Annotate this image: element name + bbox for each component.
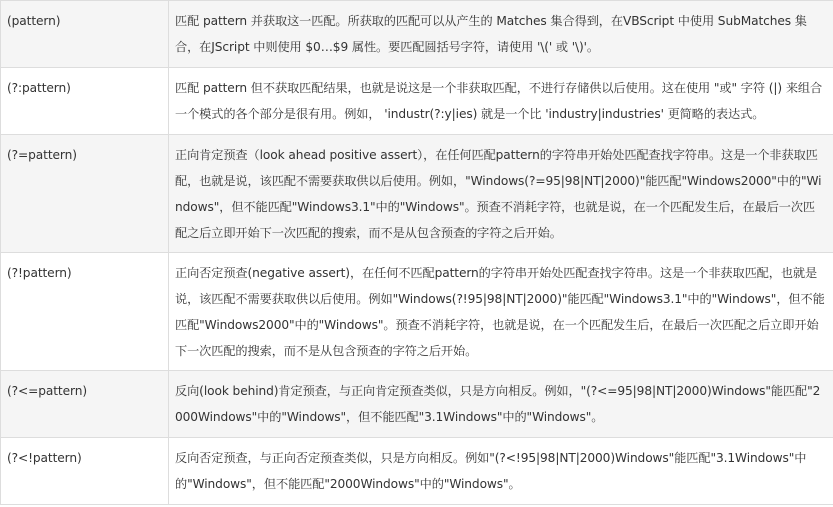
- table-row: [1, 438, 833, 505]
- description-cell: 正向肯定预查（look ahead positive assert），在任何匹配pattern的字符串开始处匹配查找字符串。这是一个非获取匹配，也就是说，该匹配不需要获取供以后使用。例如，"Windows(?=95|98|NT|2000)"能匹配"Windows2000"中的"Windows"，但不能匹配"Windows3.1"中的"Windows"。预查不消耗字符，也就是说，在一个匹配发生后，在最后一次匹配之后立即开始下一次匹配的搜索，而不是从包含预查的字符之后开始。: [169, 135, 833, 253]
- table-row: [1, 253, 833, 371]
- description-cell: 正向否定预查(negative assert)，在任何不匹配pattern的字符串开始处匹配查找字符串。这是一个非获取匹配，也就是说，该匹配不需要获取供以后使用。例如"Windows(?!95|98|NT|2000)"能匹配"Windows3.1"中的"Windows"，但不能匹配"Windows2000"中的"Windows"。预查不消耗字符，也就是说，在一个匹配发生后，在最后一次匹配之后立即开始下一次匹配的搜索，而不是从包含预查的字符之后开始。: [169, 253, 833, 371]
- pattern-cell: (?:pattern): [1, 68, 169, 135]
- table-row: [1, 1, 833, 68]
- pattern-cell: (?=pattern): [1, 135, 169, 253]
- table-row: [1, 135, 833, 253]
- description-cell: 反向(look behind)肯定预查，与正向肯定预查类似，只是方向相反。例如，"(?<=95|98|NT|2000)Windows"能匹配"2000Windows"中的"Windows"，但不能匹配"3.1Windows"中的"Windows"。: [169, 371, 833, 438]
- description-cell: 反向否定预查，与正向否定预查类似，只是方向相反。例如"(?<!95|98|NT|2000)Windows"能匹配"3.1Windows"中的"Windows"，但不能匹配"2000Windows"中的"Windows"。: [169, 438, 833, 505]
- table-row: [1, 371, 833, 438]
- pattern-cell: (?!pattern): [1, 253, 169, 371]
- pattern-cell: (?<=pattern): [1, 371, 169, 438]
- description-cell: 匹配 pattern 但不获取匹配结果，也就是说这是一个非获取匹配，不进行存储供以后使用。这在使用 "或" 字符 (|) 来组合一个模式的各个部分是很有用。例如， 'industr(?:y|ies) 就是一个比 'industry|industries' 更简略的表达式。: [169, 68, 833, 135]
- description-cell: 匹配 pattern 并获取这一匹配。所获取的匹配可以从产生的 Matches 集合得到，在VBScript 中使用 SubMatches 集合，在JScript 中则使用 $0…$9 属性。要匹配圆括号字符，请使用 '\(' 或 '\)'。: [169, 1, 833, 68]
- pattern-cell: (pattern): [1, 1, 169, 68]
- pattern-cell: (?<!pattern): [1, 438, 169, 505]
- table-row: [1, 68, 833, 135]
